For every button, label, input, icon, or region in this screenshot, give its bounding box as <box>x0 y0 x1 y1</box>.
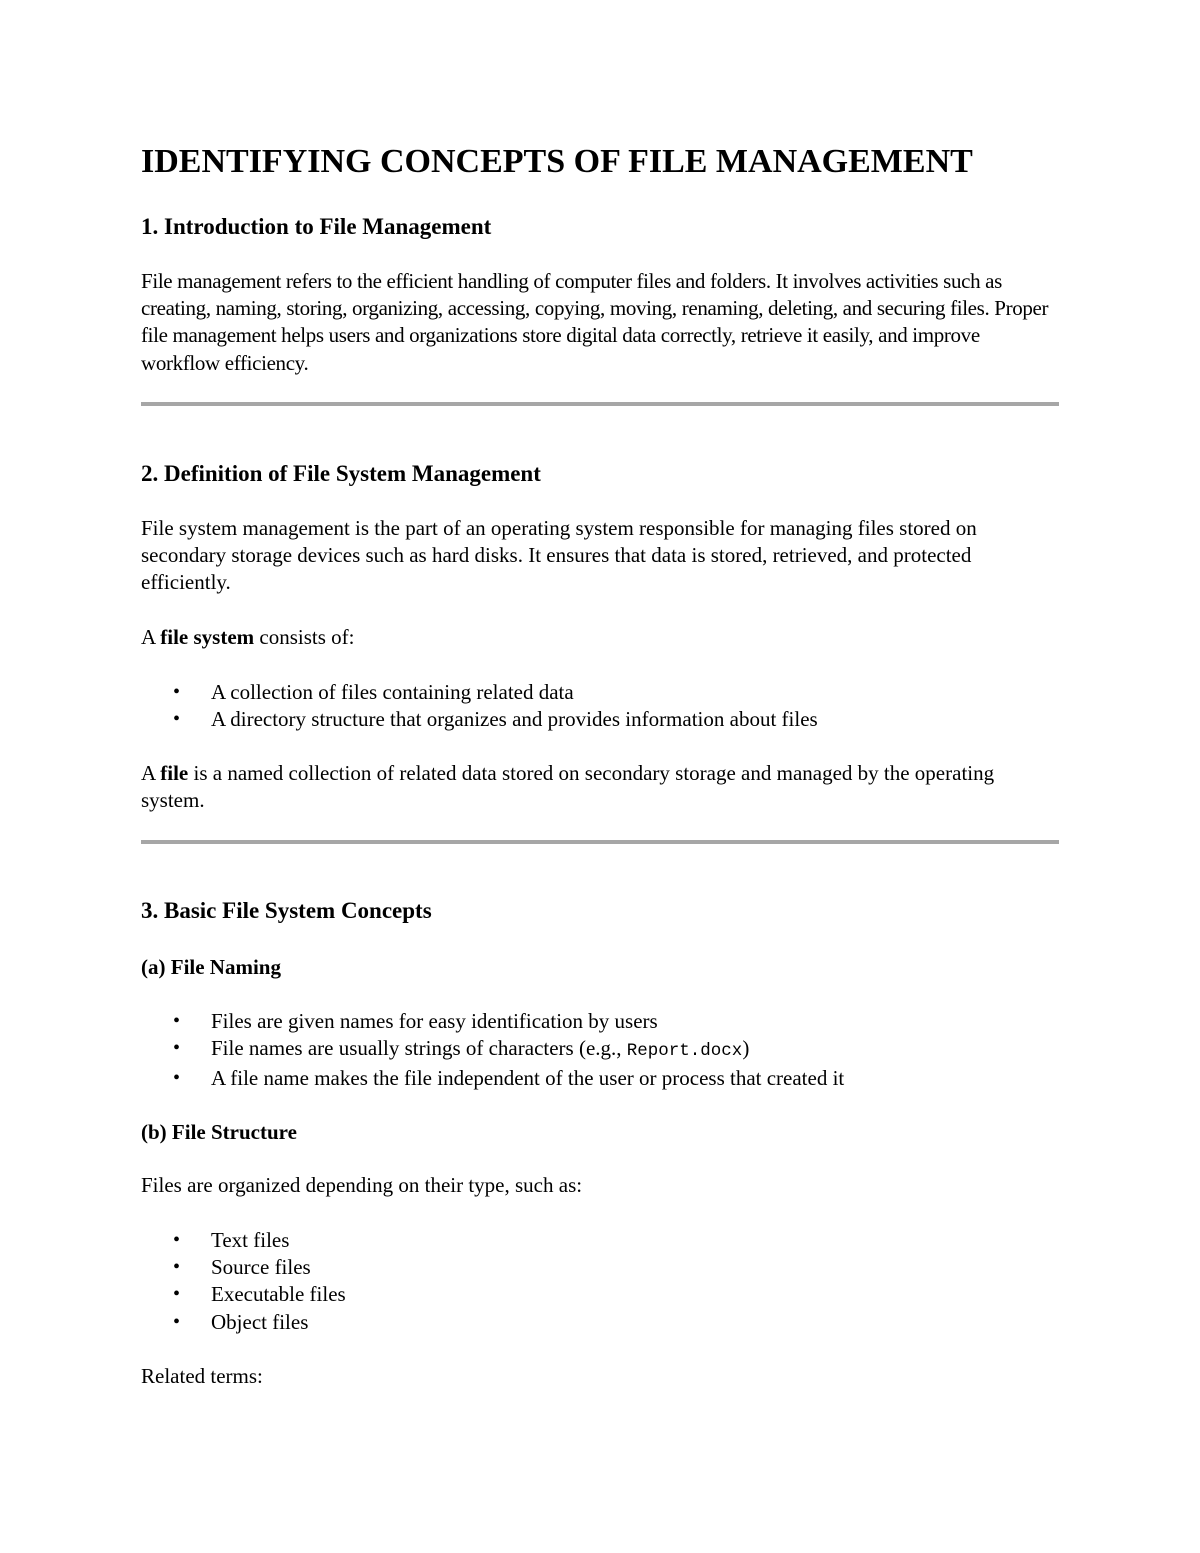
file-structure-intro: Files are organized depending on their type, such as: <box>141 1173 583 1197</box>
list-item: • Object files <box>141 1309 1059 1336</box>
list-item: • Text files <box>141 1227 1059 1254</box>
list-item: • Executable files <box>141 1281 1059 1308</box>
file-system-term: file system <box>160 625 255 649</box>
section-divider <box>141 402 1059 406</box>
section-divider <box>141 840 1059 844</box>
list-item: • A file name makes the file independent of the user or process that created it <box>141 1065 1059 1092</box>
file-naming-heading: (a) File Naming <box>141 955 281 979</box>
file-name-example: Report.docx <box>626 1041 743 1062</box>
file-system-components-list <box>141 679 1059 733</box>
file-term: file <box>160 761 189 785</box>
section-1-heading: 1. Introduction to File Management <box>141 214 492 239</box>
section-1-body: File management refers to the efficient handling of computer files and folders. It involves activities such as creating, naming, storing, organizing, accessing, copying, moving, renaming, deleting, and securing files. Proper file management helps users and organizations store digital data correctly, retrieve it easily, and improve workflow efficiency. <box>141 269 1049 375</box>
file-system-intro: A file system consists of: <box>141 625 355 649</box>
list-item: • Source files <box>141 1254 1059 1281</box>
section-2-body: File system management is the part of an operating system responsible for managing files stored on secondary storage devices such as hard disks. It ensures that data is stored, retrieved, and protected efficiently. <box>141 516 977 595</box>
file-types-list <box>141 1227 1059 1336</box>
file-structure-heading: (b) File Structure <box>141 1120 297 1144</box>
list-item: • A collection of files containing related data <box>141 679 1059 706</box>
list-item: • A directory structure that organizes and provides information about files <box>141 706 1059 733</box>
file-definition: A file is a named collection of related data stored on secondary storage and managed by the operating system. <box>141 761 995 813</box>
document-title: IDENTIFYING CONCEPTS OF FILE MANAGEMENT <box>141 143 973 180</box>
list-item: • File names are usually strings of characters (e.g., Report.docx) <box>141 1035 1059 1065</box>
list-item: • Files are given names for easy identification by users <box>141 1008 1059 1035</box>
file-naming-list <box>141 1008 1059 1093</box>
related-terms-label: Related terms: <box>141 1364 263 1388</box>
section-3-heading: 3. Basic File System Concepts <box>141 898 432 923</box>
section-2-heading: 2. Definition of File System Management <box>141 461 541 486</box>
